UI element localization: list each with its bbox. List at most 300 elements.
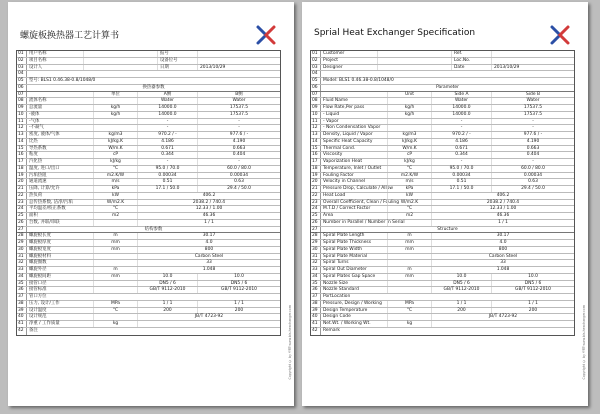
- row-label: [27, 92, 93, 98]
- row-label: Specific Heat Capacity: [323, 138, 373, 144]
- side-a-value: 17.1 / 50.0: [137, 186, 197, 192]
- row-label: 螺旋板长度: [29, 233, 51, 239]
- table-row: [311, 125, 574, 132]
- side-a-value: 0.51: [137, 179, 197, 185]
- side-b-value: -: [197, 159, 280, 165]
- side-a-value: 17.1 / 50.0: [431, 186, 491, 192]
- unit-cell: W/m.K: [93, 146, 137, 152]
- table-row: [17, 301, 280, 308]
- page-header: [310, 22, 573, 48]
- row-number: 09: [17, 105, 27, 111]
- row-label: 平均温差/校正系数: [29, 206, 66, 212]
- row-number: 12: [17, 125, 27, 131]
- field-value: [83, 58, 157, 64]
- unit-cell: m: [93, 267, 137, 273]
- row-label: Heat Load: [323, 192, 346, 198]
- table-row: [17, 152, 280, 159]
- table-row: [17, 179, 280, 186]
- page-title: Sprial Heat Exchanger Specification: [314, 28, 476, 38]
- row-number: 09: [311, 105, 321, 111]
- combined-value: [431, 321, 574, 327]
- unit-cell: m/s: [387, 179, 431, 185]
- header-row: [17, 58, 280, 65]
- row-number: 38: [17, 301, 27, 307]
- section-title: Parameter: [436, 84, 459, 90]
- header-row: [311, 51, 574, 58]
- side-b-value: GB/T 9112-2010: [491, 287, 574, 293]
- row-label: 台数, 并联/串联: [29, 219, 60, 225]
- side-b-value: -: [491, 125, 574, 131]
- unit-cell: kJ/kg: [93, 159, 137, 165]
- field-label: Date: [451, 65, 491, 71]
- unit-cell: kJ/kg.K: [387, 139, 431, 145]
- row-label: [27, 71, 280, 77]
- row-label: 总流量: [29, 105, 43, 110]
- row-number: 31: [311, 254, 321, 260]
- row-number: 39: [17, 308, 27, 314]
- table-row: [311, 206, 574, 213]
- side-a-value: 10.0: [137, 274, 197, 280]
- row-label: Spiral Out Diameter: [323, 267, 367, 272]
- side-b-value: 1 / 1: [491, 301, 574, 307]
- side-a-value: 0.344: [137, 152, 197, 158]
- table-row: [17, 240, 280, 247]
- unit-cell: [387, 119, 431, 125]
- field-value: 2013/10/29: [197, 65, 280, 71]
- table-row: [311, 166, 574, 173]
- side-a-value: GB/T 9112-2010: [137, 287, 197, 293]
- row-number: 29: [17, 240, 27, 246]
- row-label: 螺旋板厚度: [29, 240, 51, 245]
- row-number: 15: [311, 146, 321, 152]
- table-row: [17, 213, 280, 220]
- side-a-value: -: [137, 159, 197, 165]
- unit-cell: [387, 260, 431, 266]
- combined-value: 46.36: [431, 213, 574, 219]
- unit-cell: MPa: [93, 301, 137, 307]
- side-b-value: 0.63: [197, 179, 280, 185]
- side-b-value: 17537.5: [197, 105, 280, 111]
- combined-value: 406.2: [137, 193, 280, 199]
- side-a-value: -: [431, 119, 491, 125]
- row-number: 20: [311, 179, 321, 185]
- unit-cell: m: [387, 233, 431, 239]
- side-b-value: 0.663: [197, 146, 280, 152]
- row-label: Spiral Turns: [323, 260, 349, 266]
- row-number: 41: [311, 321, 321, 327]
- row-label: 设计规范: [29, 314, 47, 320]
- field-label: 设计人: [29, 64, 43, 70]
- row-number: 25: [311, 213, 321, 219]
- row-number: 40: [311, 314, 321, 320]
- unit-cell: kJ/kg: [387, 159, 431, 165]
- unit-cell: [93, 98, 137, 104]
- combined-value: 1 / 1: [137, 220, 280, 226]
- table-row: [311, 213, 574, 220]
- unit-cell: mm: [93, 274, 137, 280]
- table-row: [311, 139, 574, 146]
- field-value: [377, 65, 451, 71]
- header-row: [311, 65, 574, 72]
- field-label: Customer: [323, 51, 345, 56]
- row-number: 06: [17, 85, 27, 91]
- unit-cell: kg/h: [93, 112, 137, 118]
- table-row: [17, 274, 280, 281]
- copyright-vertical: Copyright © by 杰瑞 www.bls-hexchanger.com: [582, 305, 586, 380]
- side-b-value: Side B: [491, 92, 574, 98]
- unit-cell: m: [387, 267, 431, 273]
- row-label: 热负荷: [29, 192, 43, 198]
- row-number: 34: [17, 274, 27, 280]
- side-b-value: B侧: [197, 92, 280, 98]
- side-b-value: 4.190: [491, 139, 574, 145]
- row-number: 39: [311, 308, 321, 314]
- combined-value: 4.0: [431, 240, 574, 246]
- field-value: [377, 51, 451, 57]
- unit-cell: [387, 98, 431, 104]
- row-label: Fouling Factor: [323, 172, 354, 178]
- row-number: 17: [311, 159, 321, 165]
- row-label: Spiral Plate Length: [323, 233, 365, 239]
- table-row: [17, 220, 280, 227]
- side-a-value: 10.0: [431, 274, 491, 280]
- unit-cell: kW: [387, 193, 431, 199]
- row-number: 18: [311, 166, 321, 172]
- row-number: 14: [311, 139, 321, 145]
- row-number: 05: [17, 78, 27, 84]
- row-number: 26: [311, 220, 321, 226]
- row-label: 温度, 进口/出口: [29, 165, 60, 171]
- row-number: 13: [17, 132, 27, 138]
- row-label: 通道流速: [29, 179, 47, 185]
- side-a-value: 1 / 1: [137, 301, 197, 307]
- unit-cell: [93, 220, 137, 226]
- unit-cell: mm: [93, 240, 137, 246]
- table-row: [311, 78, 574, 85]
- copyright-vertical: Copyright © by 杰瑞 www.bls-hexchanger.com: [288, 305, 292, 380]
- side-b-value: GB/T 9112-2010: [197, 287, 280, 293]
- row-label: Number in Parallel / Number in Serial: [323, 219, 405, 225]
- combined-value: 406.2: [431, 193, 574, 199]
- row-label: [321, 92, 387, 98]
- side-a-value: GB/T 9112-2010: [431, 287, 491, 293]
- section-title: Structure: [437, 226, 458, 232]
- row-number: 35: [17, 281, 27, 287]
- row-number: 22: [17, 193, 27, 199]
- table-row: [311, 220, 574, 227]
- row-number: 01: [17, 51, 27, 57]
- side-b-value: 0.404: [197, 152, 280, 158]
- side-a-value: 14000.0: [431, 105, 491, 111]
- unit-cell: MPa: [387, 301, 431, 307]
- unit-cell: kW: [93, 193, 137, 199]
- unit-cell: mm: [387, 247, 431, 253]
- side-b-value: 29.4 / 50.0: [491, 186, 574, 192]
- row-label: Vaporization Heat: [323, 159, 363, 164]
- row-number: 21: [17, 186, 27, 192]
- combined-value: 33: [137, 260, 280, 266]
- combined-value: 12.33 / 1.00: [137, 206, 280, 212]
- row-number: 02: [311, 58, 321, 64]
- row-label: Spiral Plate Width: [323, 246, 363, 252]
- row-label: -不凝气: [29, 125, 44, 131]
- row-number: 04: [311, 71, 321, 77]
- row-number: 01: [311, 51, 321, 57]
- unit-cell: W/m2.K: [93, 200, 137, 206]
- unit-cell: [93, 314, 137, 320]
- field-label: Designer: [323, 64, 343, 70]
- table-row: [17, 125, 280, 132]
- table-row: [17, 314, 280, 321]
- row-label: Pressure, Design / Working: [323, 300, 382, 306]
- side-b-value: DN5 / 6: [197, 281, 280, 287]
- row-number: 04: [17, 71, 27, 77]
- section-header-row: [17, 227, 280, 234]
- row-label: Nozzle Size: [323, 280, 348, 286]
- combined-value: Carbon Steel: [431, 254, 574, 260]
- row-label: Overall Coefficient, Clean / Fouling: [323, 199, 399, 205]
- row-number: 27: [311, 227, 321, 233]
- row-label: - Liquid: [323, 111, 340, 117]
- unit-cell: kg/h: [387, 105, 431, 111]
- row-number: 35: [311, 281, 321, 287]
- table-row: [17, 260, 280, 267]
- unit-cell: cP: [387, 152, 431, 158]
- header-row: [17, 65, 280, 72]
- row-number: 33: [311, 267, 321, 273]
- side-b-value: 17537.5: [491, 112, 574, 118]
- row-label: 接管标准: [29, 287, 47, 293]
- table-row: [311, 233, 574, 240]
- unit-cell: °C: [387, 206, 431, 212]
- combined-value: Carbon Steel: [137, 254, 280, 260]
- table-row: [17, 112, 280, 119]
- row-number: 07: [311, 92, 321, 98]
- side-a-value: DN5 / 6: [431, 281, 491, 287]
- spec-page-english: [302, 2, 588, 406]
- row-number: 30: [17, 247, 27, 253]
- unit-cell: 单位: [93, 92, 137, 98]
- unit-cell: [387, 287, 431, 293]
- unit-cell: [93, 260, 137, 266]
- row-number: 24: [17, 206, 27, 212]
- row-label: Nozzle Standard: [323, 287, 359, 293]
- row-number: 38: [311, 301, 321, 307]
- field-value: [491, 51, 574, 57]
- table-row: [311, 260, 574, 267]
- row-number: 41: [17, 321, 27, 327]
- side-a-value: 4.186: [431, 139, 491, 145]
- combined-value: 2038.2 / 740.4: [431, 200, 574, 206]
- side-b-value: 0.00034: [197, 173, 280, 179]
- side-b-value: -: [197, 119, 280, 125]
- table-row: [311, 301, 574, 308]
- row-number: 26: [17, 220, 27, 226]
- unit-cell: m2: [387, 213, 431, 219]
- table-row: [311, 112, 574, 119]
- table-row: [17, 294, 280, 301]
- row-number: 40: [17, 314, 27, 320]
- combined-value: 1 / 1: [431, 220, 574, 226]
- side-b-value: 0.404: [491, 152, 574, 158]
- table-row: [311, 71, 574, 78]
- table-row: [17, 206, 280, 213]
- row-number: 28: [311, 233, 321, 239]
- unit-cell: m2.K/W: [93, 173, 137, 179]
- unit-cell: kPa: [387, 186, 431, 192]
- table-row: [17, 308, 280, 315]
- combined-value: 1.048: [137, 267, 280, 273]
- unit-cell: °C: [93, 166, 137, 172]
- row-number: 32: [311, 260, 321, 266]
- field-value: 2013/10/29: [491, 65, 574, 71]
- table-row: [311, 294, 574, 301]
- row-number: 13: [311, 132, 321, 138]
- row-label: 流体名称: [29, 98, 47, 104]
- side-b-value: DN5 / 6: [491, 281, 574, 287]
- field-label: Ref.: [451, 51, 491, 57]
- row-number: 36: [17, 287, 27, 293]
- table-row: [311, 193, 574, 200]
- table-row: [311, 267, 574, 274]
- combined-value: JB/T 4723-92: [431, 314, 574, 320]
- unit-cell: [93, 287, 137, 293]
- table-row: [17, 105, 280, 112]
- side-a-value: 14000.0: [137, 112, 197, 118]
- row-label: Model: BLS1 0.46.38-0.8/1048/0: [323, 78, 394, 83]
- row-label: 型号: BLS1 0.46.38-0.8/1048/0: [29, 78, 96, 83]
- table-row: [311, 186, 574, 193]
- section-title: 结构参数: [144, 226, 163, 232]
- unit-cell: mm: [387, 274, 431, 280]
- side-b-value: 977.6 / -: [197, 132, 280, 138]
- table-row: [311, 132, 574, 139]
- row-label: Spiral Plate Material: [323, 253, 368, 259]
- field-value: [377, 58, 451, 64]
- row-label: 压降, 计算/允许: [29, 186, 60, 191]
- field-label: 用户名称: [29, 51, 47, 56]
- row-label: Flow Rate,Per pass: [323, 105, 365, 110]
- header-row: [17, 51, 280, 58]
- row-number: 08: [311, 98, 321, 104]
- side-b-value: Water: [197, 98, 280, 104]
- combined-value: [137, 321, 280, 327]
- table-row: [17, 328, 280, 335]
- row-label: Pressure Drop, Calculate / Allow: [323, 186, 393, 191]
- unit-cell: mm: [93, 247, 137, 253]
- unit-cell: kg/h: [93, 105, 137, 111]
- row-number: 21: [311, 186, 321, 192]
- side-b-value: 4.190: [197, 139, 280, 145]
- side-b-value: 0.63: [491, 179, 574, 185]
- unit-cell: [387, 220, 431, 226]
- row-number: 25: [17, 213, 27, 219]
- side-a-value: -: [431, 125, 491, 131]
- row-number: 18: [17, 166, 27, 172]
- row-label: 粘度: [29, 152, 38, 158]
- row-label: 比热: [29, 138, 38, 144]
- side-a-value: 4.186: [137, 139, 197, 145]
- row-number: 14: [17, 139, 27, 145]
- table-row: [17, 233, 280, 240]
- table-row: [17, 186, 280, 193]
- unit-cell: °C: [93, 308, 137, 314]
- combined-value: 30.17: [431, 233, 574, 239]
- table-row: [17, 166, 280, 173]
- row-label: 螺旋外径: [29, 267, 47, 272]
- field-label: Project: [323, 57, 339, 63]
- row-number: 06: [311, 85, 321, 91]
- side-a-value: -: [137, 125, 197, 131]
- side-a-value: 95.0 / 70.0: [137, 166, 197, 172]
- table-row: [311, 287, 574, 294]
- combined-value: JB/T 4723-92: [137, 314, 280, 320]
- spec-page-chinese: [8, 2, 294, 406]
- side-b-value: 200: [197, 308, 280, 314]
- field-value: [491, 58, 574, 64]
- side-b-value: 1 / 1: [197, 301, 280, 307]
- field-value: [197, 58, 280, 64]
- row-label: Spiral Plates Gap Space: [323, 273, 376, 279]
- row-number: 33: [17, 267, 27, 273]
- table-row: [311, 98, 574, 105]
- side-a-value: 0.671: [137, 146, 197, 152]
- row-label: PortLocation: [323, 294, 351, 299]
- row-number: 07: [17, 92, 27, 98]
- row-number: 03: [17, 65, 27, 71]
- side-b-value: 29.4 / 50.0: [197, 186, 280, 192]
- row-number: 29: [311, 240, 321, 246]
- row-label: 导热系数: [29, 145, 47, 151]
- table-row: [311, 179, 574, 186]
- row-label: Fluid Name: [323, 98, 348, 104]
- row-number: 16: [311, 152, 321, 158]
- table-row: [311, 314, 574, 321]
- row-number: 11: [311, 119, 321, 125]
- side-a-value: Water: [431, 98, 491, 104]
- row-label: Thermal Cond.: [323, 145, 356, 151]
- side-a-value: 0.00034: [431, 173, 491, 179]
- side-b-value: 17537.5: [197, 112, 280, 118]
- row-label: -液体: [29, 111, 40, 117]
- row-label: Temperature, Inlet / Outlet: [323, 165, 382, 171]
- row-label: 螺旋板间距: [29, 273, 51, 279]
- combined-value: 2038.2 / 740.4: [137, 200, 280, 206]
- field-label: Loc.No.: [451, 58, 491, 64]
- row-label: Density, Liquid / Vapor: [323, 132, 373, 137]
- side-b-value: -: [491, 159, 574, 165]
- row-label: Area: [323, 213, 334, 218]
- row-number: 37: [311, 294, 321, 300]
- row-label: -气体: [29, 118, 40, 124]
- side-b-value: 10.0: [197, 274, 280, 280]
- row-number: 20: [17, 179, 27, 185]
- unit-cell: [93, 254, 137, 260]
- row-number: 10: [17, 112, 27, 118]
- section-header-row: [311, 85, 574, 92]
- row-label: Viscosity: [323, 152, 343, 158]
- side-a-value: Side A: [431, 92, 491, 98]
- table-row: [17, 119, 280, 126]
- row-number: 28: [17, 233, 27, 239]
- row-number: 02: [17, 58, 27, 64]
- row-number: 16: [17, 152, 27, 158]
- table-row: [17, 254, 280, 261]
- side-a-value: -: [137, 119, 197, 125]
- table-row: [17, 159, 280, 166]
- row-number: 17: [17, 159, 27, 165]
- unit-cell: [387, 125, 431, 131]
